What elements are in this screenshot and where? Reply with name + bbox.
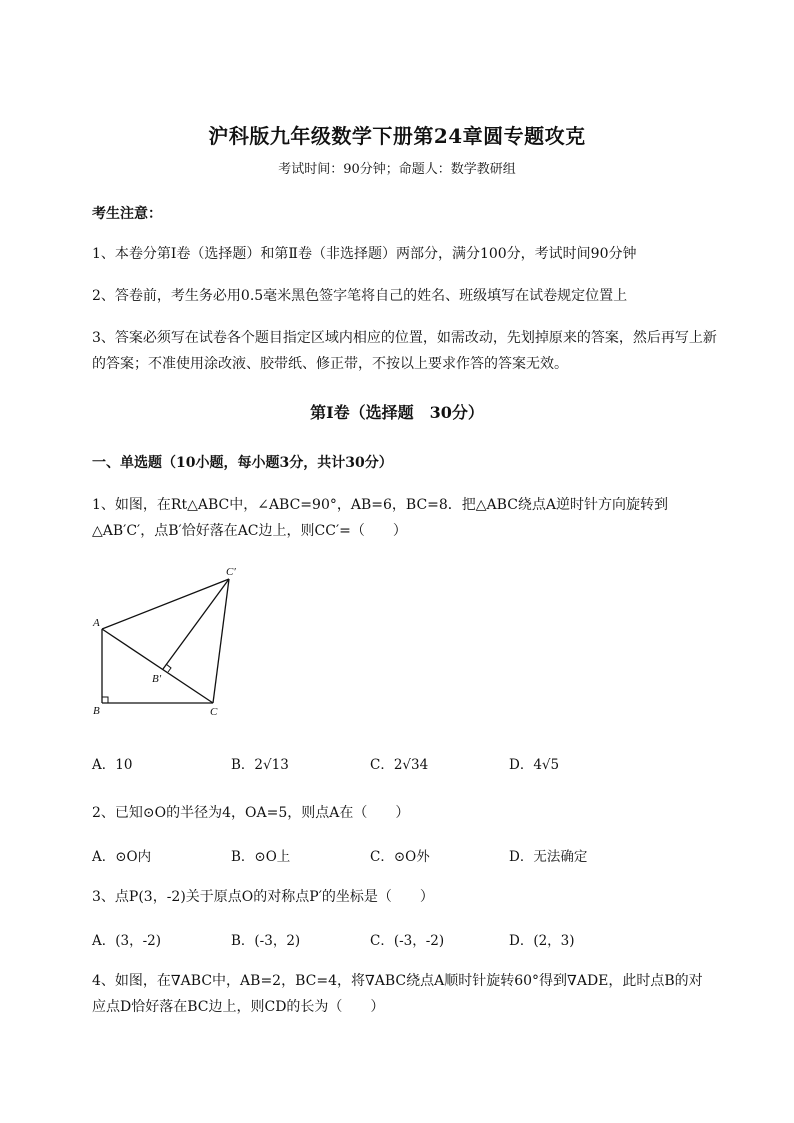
q1-option-b[interactable]: B．2√13 [231, 757, 289, 773]
q2-option-b[interactable]: B．⊙O上 [231, 849, 291, 865]
q2-option-a[interactable]: A．⊙O内 [92, 849, 152, 865]
notice-heading: 考生注意： [92, 206, 162, 222]
q3-option-c[interactable]: C．(-3，-2) [370, 933, 445, 949]
q1-stem-line2: △AB′C′，点B′恰好落在AC边上，则CC′=（ ） [92, 523, 407, 539]
notice-item-2: 2、答卷前，考生务必用0.5毫米黑色签字笔将自己的姓名、班级填写在试卷规定位置上 [92, 288, 628, 304]
q1-option-a[interactable]: A．10 [92, 757, 133, 773]
q3-option-b[interactable]: B．(-3，2) [231, 933, 301, 949]
label-c: C [210, 706, 218, 718]
label-a: A [93, 617, 100, 629]
label-c-prime: C′ [226, 566, 236, 578]
q1-option-d[interactable]: D．4√5 [509, 757, 560, 773]
segment-ac [102, 629, 213, 703]
q2-stem: 2、已知⊙O的半径为4，OA=5，则点A在（ ） [92, 805, 410, 821]
notice-item-1: 1、本卷分第I卷（选择题）和第Ⅱ卷（非选择题）两部分，满分100分，考试时间90分钟 [92, 246, 637, 262]
right-angle-mark-b-prime [166, 664, 171, 672]
q3-stem: 3、点P(3，-2)关于原点O的对称点P′的坐标是（ ） [92, 889, 434, 905]
right-angle-mark-b [102, 697, 108, 703]
notice-item-3: 3、答案必须写在试卷各个题目指定区域内相应的位置，如需改动，先划掉原来的答案，然后再写上新 [92, 330, 717, 346]
q2-option-d[interactable]: D．无法确定 [509, 849, 588, 865]
q1-figure [86, 560, 246, 720]
q4-stem-line1: 4、如图，在∇ABC中，AB=2，BC=4，将∇ABC绕点A顺时针旋转60°得到∇ADE，此时点B的对 [92, 973, 703, 989]
q2-option-c[interactable]: C．⊙O外 [370, 849, 430, 865]
page-title: 沪科版九年级数学下册第24章圆专题攻克 [208, 124, 586, 148]
q1-stem-line1: 1、如图，在Rt△ABC中，∠ABC=90°，AB=6，BC=8．把△ABC绕点A逆时针方向旋转到 [92, 497, 669, 513]
section-title: 第I卷（选择题 30分） [310, 403, 484, 422]
notice-item-3-cont: 的答案；不准使用涂改液、胶带纸、修正带，不按以上要求作答的答案无效。 [92, 356, 568, 372]
q1-option-c[interactable]: C．2√34 [370, 757, 429, 773]
q3-option-d[interactable]: D．(2，3) [509, 933, 575, 949]
label-b-prime: B′ [152, 673, 162, 685]
q3-option-a[interactable]: A．(3，-2) [92, 933, 162, 949]
exam-info: 考试时间：90分钟；命题人：数学教研组 [278, 162, 516, 177]
q4-stem-line2: 应点D恰好落在BC边上，则CD的长为（ ） [92, 999, 385, 1015]
part-heading: 一、单选题（10小题，每小题3分，共计30分） [92, 455, 393, 471]
label-b: B [93, 705, 100, 717]
